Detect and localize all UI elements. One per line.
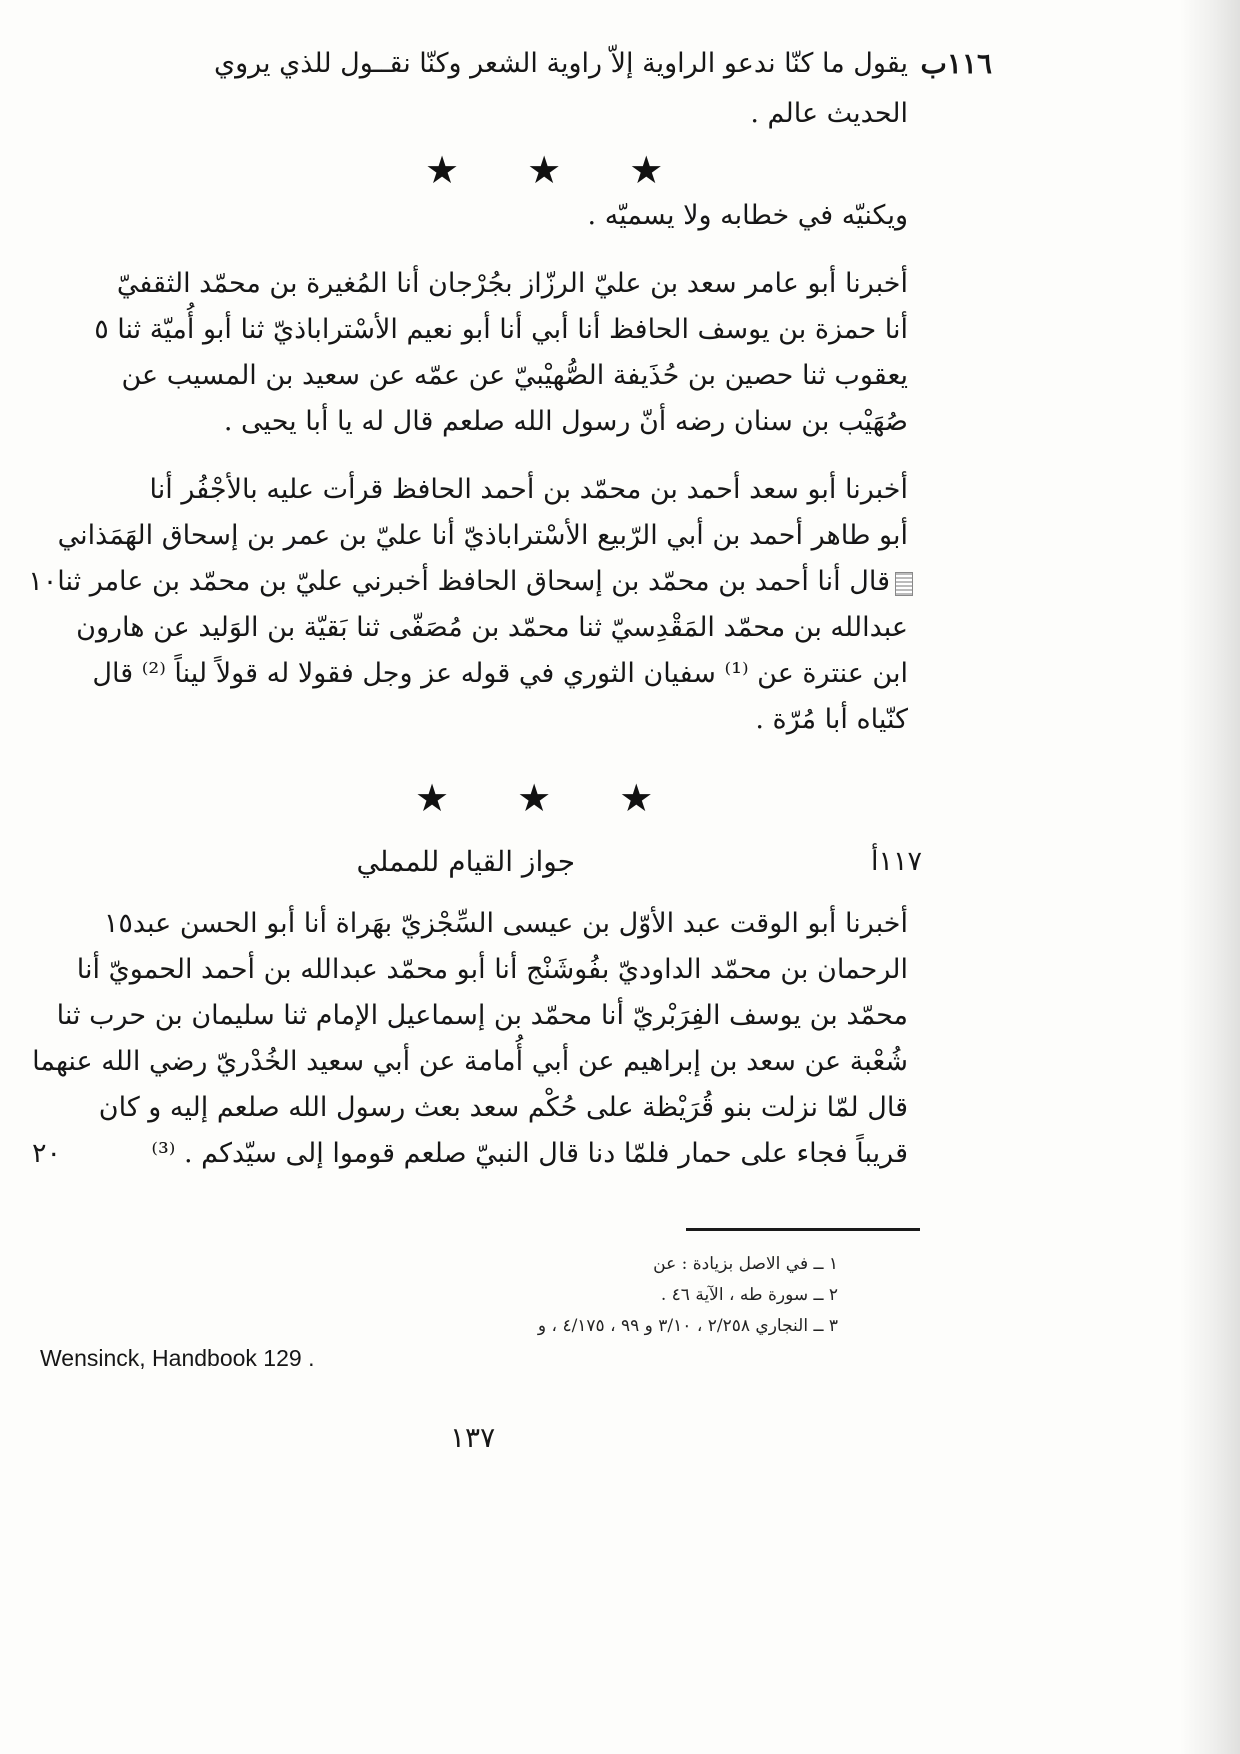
block4-line-4: شُعْبة عن سعد بن إبراهيم عن أبي أُمامة عن أبي سعيد الخُدْريّ رضي الله عنهما — [32, 1046, 908, 1077]
block3-line-5: ابن عنترة عن ⁽¹⁾ سفيان الثوري في قوله عز وجل فقولا له قولاً ليناً ⁽²⁾ قال — [92, 658, 908, 689]
line-number-20: ٢٠ — [32, 1138, 62, 1169]
block1-line-1: ويكنيّه في خطابه ولا يسميّه . — [587, 200, 908, 231]
block3-line-4: عبدالله بن محمّد المَقْدِسيّ ثنا محمّد بن مُصَفّى ثنا بَقيّة بن الوَليد عن هارون — [76, 612, 908, 643]
page-number: ١٣٧ — [450, 1421, 496, 1454]
section-116b-line-1: يقول ما كنّا ندعو الراوية إلاّ راوية الشعر وكنّا نقــول للذي يروي — [213, 48, 908, 79]
section-number-117a: ١١٧أ — [870, 846, 922, 877]
block2-line-4: صُهَيْب بن سنان رضه أنّ رسول الله صلعم قال له يا أبا يحيى . — [223, 406, 908, 437]
block4-line-5: قال لمّا نزلت بنو قُرَيْظة على حُكْم سعد بعث رسول الله صلعم إليه و كان — [98, 1092, 908, 1123]
block4-line-2: الرحمان بن محمّد الداوديّ بفُوشَنْج أنا أبو محمّد عبدالله بن أحمد الحمويّ أنا — [76, 954, 908, 985]
block3-line-6: كنّياه أبا مُرّة . — [755, 704, 908, 735]
section-116b-line-2: الحديث عالم . — [750, 98, 908, 129]
section-number-116b: ١١٦ب — [920, 47, 992, 80]
block2-line-2: أنا حمزة بن يوسف الحافظ أنا أبي أنا أبو نعيم الأسْتراباذيّ ثنا أبو أُميّة ثنا ٥ — [94, 314, 908, 345]
footnote-3-latin: Wensinck, Handbook 129 . — [40, 1345, 315, 1371]
footnote-1: ١ ــ في الاصل بزيادة : عن — [653, 1254, 838, 1274]
block4-line-1: أخبرنا أبو الوقت عبد الأوّل بن عيسى السِّجْزيّ بهَراة أنا أبو الحسن عبد١٥ — [103, 908, 908, 939]
margin-marker-icon — [895, 572, 913, 596]
block3-line-1: أخبرنا أبو سعد أحمد بن محمّد بن أحمد الحافظ قرأت عليه بالأجْفُر أنا — [149, 474, 908, 505]
block2-line-1: أخبرنا أبو عامر سعد بن عليّ الرزّاز بجُرْجان أنا المُغيرة بن محمّد الثقفيّ — [116, 268, 908, 299]
footnote-separator — [686, 1228, 920, 1231]
separator-stars-1: ★ ★ ★ — [425, 148, 692, 192]
block3-line-3: قال أنا أحمد بن محمّد بن إسحاق الحافظ أخبرني عليّ بن محمّد بن عامر ثنا١٠ — [28, 566, 890, 597]
footnote-3: ٣ ــ النجاري ٢/٢٥٨ ، ٣/١٠ و ٩٩ ، ٤/١٧٥ ، و — [537, 1316, 838, 1336]
page-edge-shadow — [1180, 0, 1240, 1754]
section-heading-117a: جواز القيام للمملي — [356, 845, 575, 878]
footnote-2: ٢ ــ سورة طه ، الآية ٤٦ . — [660, 1285, 838, 1305]
block4-line-6: قريباً فجاء على حمار فلمّا دنا قال النبيّ صلعم قوموا إلى سيّدكم . ⁽³⁾ — [151, 1138, 908, 1169]
separator-stars-2: ★ ★ ★ — [415, 776, 682, 820]
block3-line-2: أبو طاهر أحمد بن أبي الرّبيع الأسْتراباذيّ أنا عليّ بن عمر بن إسحاق الهَمَذاني — [57, 520, 908, 551]
block2-line-3: يعقوب ثنا حصين بن حُذَيفة الصُّهيْبيّ عن عمّه عن سعيد بن المسيب عن — [121, 360, 908, 391]
block4-line-3: محمّد بن يوسف الفِرَبْريّ أنا محمّد بن إسماعيل الإمام ثنا سليمان بن حرب ثنا — [56, 1000, 908, 1031]
